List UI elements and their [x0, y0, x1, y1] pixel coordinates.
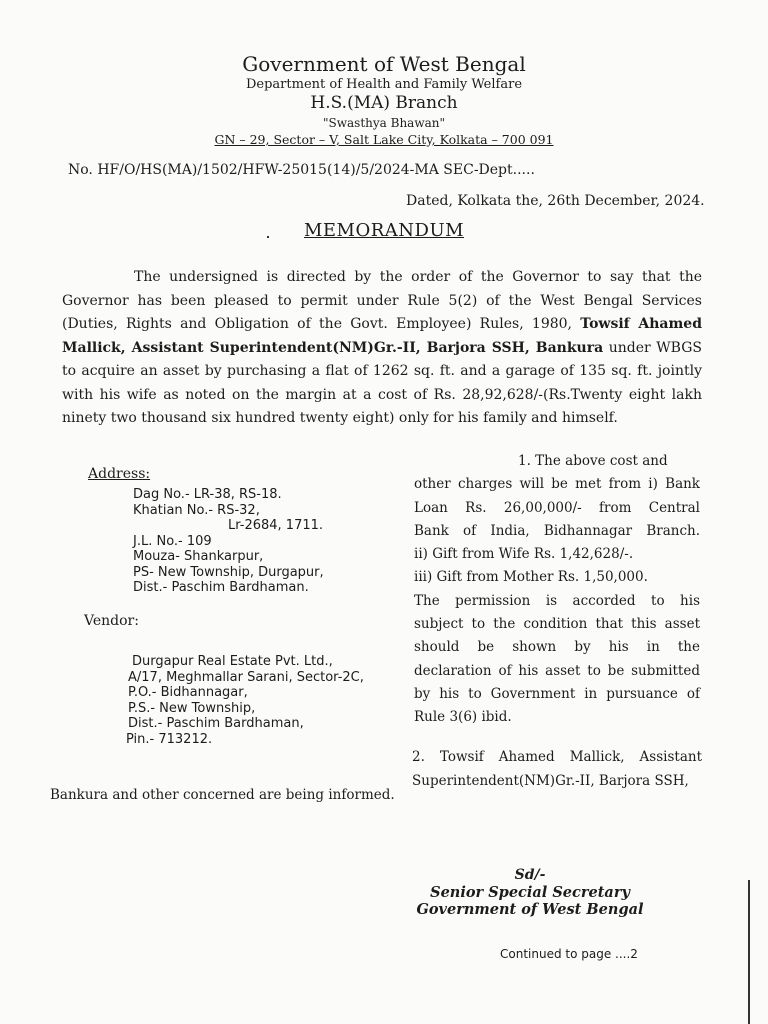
- address-line: Dag No.- LR-38, RS-18.: [133, 487, 282, 502]
- right-line: other charges will be met from i) Bank: [414, 476, 700, 493]
- page-speck: [267, 236, 269, 238]
- right-line: ii) Gift from Wife Rs. 1,42,628/-.: [414, 546, 634, 563]
- address-line: Mouza- Shankarpur,: [133, 549, 264, 564]
- office-address: GN – 29, Sector – V, Salt Lake City, Kolkata – 700 091: [214, 132, 554, 147]
- vendor-line: P.S.- New Township,: [128, 700, 256, 716]
- info-line-tail: Bankura and other concerned are being informed.: [50, 787, 395, 803]
- address-line: J.L. No.- 109: [133, 533, 212, 549]
- vendor-line: P.O.- Bidhannagar,: [128, 685, 248, 700]
- address-heading: Address:: [88, 466, 151, 482]
- vendor-block: [126, 654, 364, 747]
- address-line: PS- New Township, Durgapur,: [133, 564, 324, 580]
- body-text-part1: The undersigned is directed by the order of the Governor to say that the Governor has been pleased to permit under Rule 5(2) of the West Bengal Services (Duties, Rights and Obligation of the Govt. Employee) Rules, 1980,: [62, 269, 702, 332]
- continued-note: Continued to page ....2: [500, 947, 638, 961]
- date-line: Dated, Kolkata the, 26th December, 2024.: [406, 193, 705, 209]
- right-line: Bank of India, Bidhannagar Branch.: [414, 522, 700, 539]
- memo-number: No. HF/O/HS(MA)/1502/HFW-25015(14)/5/2024-MA SEC-Dept.....: [68, 162, 535, 178]
- body-text-part2: under WBGS to acquire an asset by purchasing a flat of 1262 sq. ft. and a garage of 135 sq. ft. jointly with his wife as noted on the margin at a cost of Rs. 28,92,628/-(Rs.Twenty eight lakh ninety two thousand six hundred twenty eight) only for his family and himself.: [62, 339, 702, 426]
- vendor-line: Durgapur Real Estate Pvt. Ltd.,: [132, 654, 333, 669]
- info-line: Superintendent(NM)Gr.-II, Barjora SSH,: [412, 773, 689, 789]
- address-line: Dist.- Paschim Bardhaman.: [133, 580, 309, 595]
- signature-sd: Sd/-: [514, 867, 546, 883]
- address-line: Lr-2684, 1711.: [228, 518, 324, 533]
- right-line: Rule 3(6) ibid.: [414, 709, 512, 726]
- branch-heading: H.S.(MA) Branch: [310, 93, 458, 113]
- page-edge-mark: [748, 880, 750, 1024]
- right-line: iii) Gift from Mother Rs. 1,50,000.: [414, 569, 648, 586]
- right-line: by his to Government in pursuance of: [414, 685, 700, 702]
- cost-and-condition-paragraph: [414, 450, 700, 730]
- address-block: [133, 487, 324, 596]
- right-line: subject to the condition that this asset: [414, 616, 700, 633]
- vendor-line: Dist.- Paschim Bardhaman,: [128, 716, 304, 731]
- right-line: declaration of his asset to be submitted: [414, 662, 700, 679]
- right-line: The permission is accorded to his: [414, 592, 700, 609]
- info-line: 2. Towsif Ahamed Mallick, Assistant: [412, 749, 702, 765]
- department-heading: Department of Health and Family Welfare: [245, 77, 523, 92]
- memorandum-title: MEMORANDUM: [303, 220, 465, 241]
- employee-name-designation: Towsif Ahamed Mallick, Assistant Superintendent(NM)Gr.-II, Barjora SSH, Bankura: [62, 316, 703, 356]
- government-heading: Government of West Bengal: [242, 52, 526, 76]
- information-paragraph: [412, 745, 702, 793]
- vendor-line: A/17, Meghmallar Sarani, Sector-2C,: [128, 669, 364, 685]
- body-paragraph: [62, 266, 702, 431]
- right-line: Loan Rs. 26,00,000/- from Central: [414, 499, 700, 516]
- right-line: should be shown by his in the: [414, 639, 700, 656]
- vendor-heading: Vendor:: [84, 613, 139, 629]
- building-name: "Swasthya Bhawan": [323, 116, 445, 130]
- address-line: Khatian No.- RS-32,: [133, 502, 260, 518]
- vendor-line: Pin.- 713212.: [126, 731, 213, 747]
- signatory-designation: Senior Special Secretary: [430, 884, 630, 901]
- right-line: 1. The above cost and: [518, 453, 668, 469]
- signatory-organisation: Government of West Bengal: [416, 901, 644, 918]
